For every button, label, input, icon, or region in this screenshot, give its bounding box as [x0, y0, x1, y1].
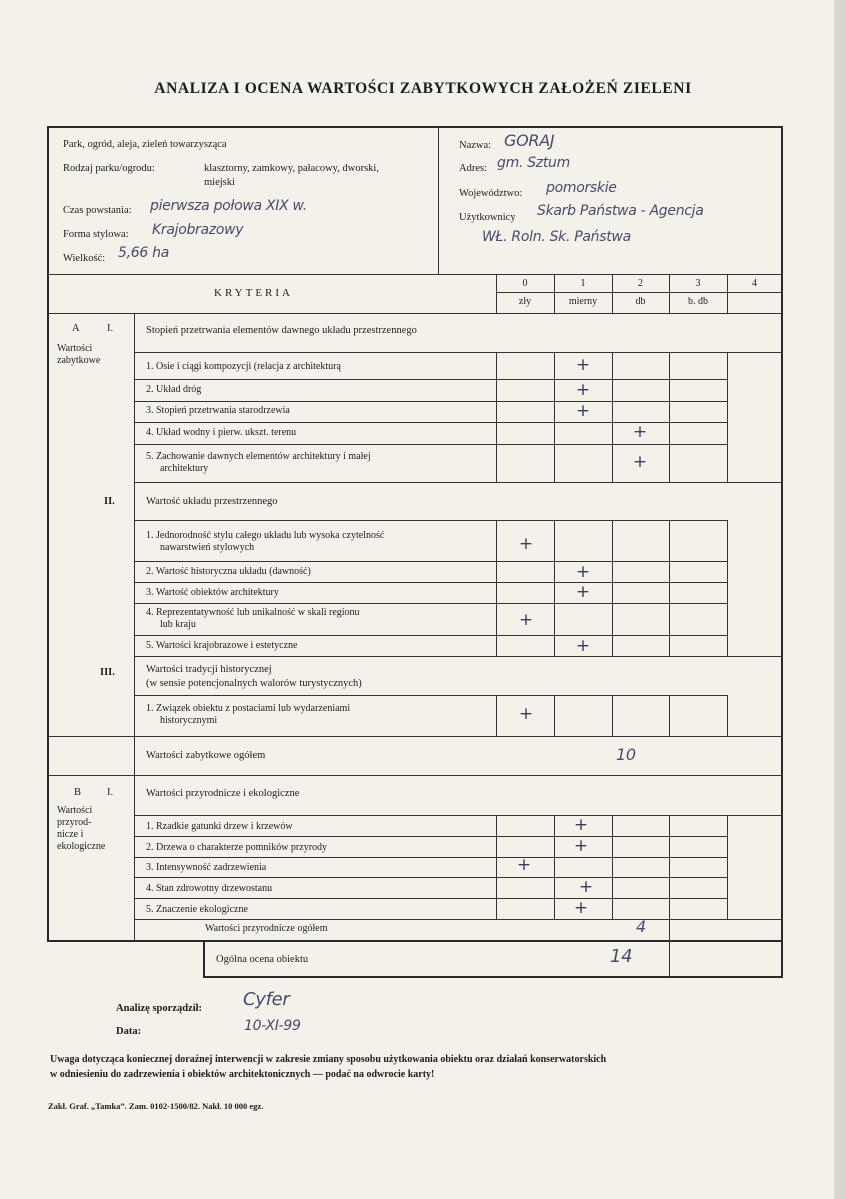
grid-h: [135, 857, 727, 858]
section-a-label: Wartości zabytkowe: [57, 343, 101, 366]
header-bottom-rule: [48, 274, 782, 275]
address-label: Adres:: [459, 163, 487, 174]
criterion-row-a2-2: 2. Wartość historyczna układu (dawność): [146, 566, 311, 577]
criteria-heading: KRYTERIA: [214, 287, 293, 299]
grid-v: [727, 695, 728, 736]
grid-h: [135, 736, 782, 737]
voivodeship-value: pomorskie: [546, 180, 617, 196]
size-label: Wielkość:: [63, 253, 106, 264]
address-value: gm. Sztum: [497, 155, 570, 171]
grid-v: [669, 520, 670, 656]
score-mark: +: [575, 380, 591, 400]
grid-v: [554, 352, 555, 482]
score-mark: +: [573, 815, 589, 835]
group-a3-title-1: Wartości tradycji historycznej: [146, 664, 272, 675]
creation-date-value: pierwsza połowa XIX w.: [150, 198, 307, 214]
section-b-label-2: przyrod-: [57, 817, 92, 828]
scale-header-rule: [496, 292, 782, 293]
score-mark: +: [516, 855, 532, 875]
criterion-row-a3-1: 1. Związek obiektu z postaciami lub wydarzeniami: [146, 703, 351, 714]
voivodeship-label: Województwo:: [459, 188, 523, 199]
style-form-value: Krajobrazowy: [152, 222, 244, 238]
criterion-row-b-2: 2. Drzewa o charakterze pomników przyrody: [146, 842, 328, 853]
scale-2-label: db: [635, 296, 646, 307]
grid-h: [135, 815, 782, 816]
score-mark: +: [518, 610, 534, 630]
criterion-row-a3-1-cont: historycznymi: [160, 715, 218, 726]
grid-h: [135, 919, 782, 920]
page-edge: [834, 0, 846, 1199]
grid-v: [496, 352, 497, 482]
criterion-row-a1-5-cont: architektury: [160, 463, 209, 474]
grid-v: [669, 815, 670, 919]
users-label: Użytkownicy: [459, 212, 516, 223]
heritage-total-value: 10: [616, 745, 636, 764]
grid-v: [496, 695, 497, 736]
print-info: Zakł. Graf. „Tamka”. Zam. 0102-1500/82. Nakł. 10 000 egz.: [48, 1101, 264, 1111]
analysis-date-label: Data:: [116, 1026, 142, 1037]
score-mark: +: [575, 401, 591, 421]
grid-h: [135, 561, 727, 562]
group-a3-title-2: (w sensie potencjonalnych walorów turystycznych): [146, 678, 362, 689]
grid-v: [554, 520, 555, 656]
grid-v: [612, 695, 613, 736]
name-value: GORAJ: [504, 131, 555, 150]
criterion-row-a1-5: 5. Zachowanie dawnych elementów architektury i małej: [146, 451, 371, 462]
criterion-row-a2-1: 1. Jednorodność stylu całego układu lub wysoka czytelność: [146, 530, 385, 541]
analysis-author-signature: Cyfer: [243, 989, 290, 1010]
criterion-row-b-1: 1. Rzadkie gatunki drzew i krzewów: [146, 821, 293, 832]
overall-divider: [669, 919, 670, 977]
nature-total-label: Wartości przyrodnicze ogółem: [205, 923, 328, 934]
grid-h: [135, 379, 727, 380]
grid-h: [135, 656, 782, 657]
section-b-roman: I.: [107, 787, 114, 798]
scale-3-label: b. db: [688, 296, 708, 307]
score-mark: +: [573, 898, 589, 918]
grid-h: [135, 444, 727, 445]
grid-v: [496, 274, 497, 313]
score-mark: +: [575, 636, 591, 656]
score-mark: +: [575, 562, 591, 582]
grid-h: [135, 877, 727, 878]
name-label: Nazwa:: [459, 140, 492, 151]
scale-2-num: 2: [638, 278, 643, 289]
criterion-row-a2-1-cont: nawarstwień stylowych: [160, 542, 255, 553]
scale-3-num: 3: [695, 278, 701, 289]
park-type-label: Park, ogród, aleja, zieleń towarzysząca: [63, 139, 227, 150]
grid-v: [554, 815, 555, 919]
analysis-author-label: Analizę sporządził:: [116, 1003, 203, 1014]
style-form-label: Forma stylowa:: [63, 229, 129, 240]
grid-v: [612, 815, 613, 919]
section-b-label-3: nicze i: [57, 829, 84, 840]
grid-v: [727, 274, 728, 313]
scale-0-num: 0: [522, 278, 528, 289]
criterion-row-a2-4-cont: lub kraju: [160, 619, 196, 630]
score-mark: +: [573, 836, 589, 856]
grid-h: [135, 695, 727, 696]
criterion-row-b-4: 4. Stan zdrowotny drzewostanu: [146, 883, 273, 894]
grid-v: [554, 695, 555, 736]
section-a-left-rule: [48, 736, 135, 737]
score-mark: +: [518, 534, 534, 554]
section-b-title: Wartości przyrodnicze i ekologiczne: [146, 788, 300, 799]
grid-v: [612, 520, 613, 656]
grid-h: [135, 898, 727, 899]
grid-v: [727, 352, 728, 482]
section-b-label-4: ekologiczne: [57, 841, 106, 852]
criterion-row-a1-3: 3. Stopień przetrwania starodrzewia: [146, 405, 290, 416]
grid-v: [669, 695, 670, 736]
grid-v: [612, 352, 613, 482]
score-mark: +: [575, 355, 591, 375]
group-a1-roman: I.: [107, 323, 114, 334]
score-mark: +: [632, 422, 648, 442]
grid-v: [496, 520, 497, 656]
grid-v: [669, 274, 670, 313]
criterion-row-b-5: 5. Znaczenie ekologiczne: [146, 904, 248, 915]
scale-1-label: mierny: [568, 296, 598, 307]
overall-value: 14: [610, 946, 633, 967]
group-a1-title: Stopień przetrwania elementów dawnego układu przestrzennego: [146, 325, 417, 336]
scale-0-label: zły: [518, 296, 532, 307]
park-kind-options-2: miejski: [204, 177, 235, 188]
creation-date-label: Czas powstania:: [63, 205, 132, 216]
section-b-label-1: Wartości: [57, 805, 93, 816]
note-line-1: Uwaga dotycząca koniecznej doraźnej interwencji w zakresie zmiany sposobu użytkowania obiektu oraz działań konserwatorskich: [50, 1054, 607, 1065]
note-line-2: w odniesieniu do zadrzewienia i obiektów architektonicznych — podać na odwrocie karty!: [50, 1069, 435, 1080]
section-a-bottom-rule: [48, 775, 782, 776]
criterion-row-a2-3: 3. Wartość obiektów architektury: [146, 587, 279, 598]
analysis-date-value: 10-XI-99: [244, 1018, 301, 1034]
nature-total-value: 4: [636, 917, 646, 936]
grid-v: [727, 520, 728, 656]
grid-h: [135, 582, 727, 583]
scale-4-num: 4: [752, 278, 757, 289]
grid-h: [135, 836, 727, 837]
group-a2-title: Wartość układu przestrzennego: [146, 496, 278, 507]
form-title: ANALIZA I OCENA WARTOŚCI ZABYTKOWYCH ZAŁOŻEŃ ZIELENI: [154, 80, 692, 97]
criterion-row-a1-4: 4. Układ wodny i pierw. ukszt. terenu: [146, 427, 297, 438]
grid-h: [135, 635, 727, 636]
left-column-divider: [134, 313, 135, 941]
park-kind-options: klasztorny, zamkowy, pałacowy, dworski,: [204, 163, 379, 174]
score-mark: +: [575, 582, 591, 602]
criterion-row-a2-5: 5. Wartości krajobrazowe i estetyczne: [146, 640, 298, 651]
grid-v: [554, 274, 555, 313]
header-divider: [438, 127, 439, 274]
grid-v: [496, 815, 497, 919]
users-value-2: WŁ. Roln. Sk. Państwa: [482, 229, 631, 245]
grid-h: [135, 401, 727, 402]
grid-v: [669, 352, 670, 482]
grid-h: [135, 482, 782, 483]
scale-1-num: 1: [580, 278, 586, 289]
heritage-total-label: Wartości zabytkowe ogółem: [146, 750, 266, 761]
users-value-1: Skarb Państwa - Agencja: [537, 203, 704, 219]
overall-label: Ogólna ocena obiektu: [216, 954, 309, 965]
criterion-row-a2-4: 4. Reprezentatywność lub unikalność w skali regionu: [146, 607, 360, 618]
grid-v: [727, 815, 728, 919]
grid-v: [612, 274, 613, 313]
grid-h: [135, 352, 782, 353]
section-b-letter: B: [74, 787, 82, 798]
section-a-letter: A: [72, 323, 80, 334]
grid-h: [135, 603, 727, 604]
criterion-row-a1-2: 2. Układ dróg: [146, 384, 202, 395]
criteria-bottom-rule: [48, 313, 782, 314]
criterion-row-b-3: 3. Intensywność zadrzewienia: [146, 862, 267, 873]
score-mark: +: [518, 704, 534, 724]
size-value: 5,66 ha: [118, 245, 169, 261]
group-a2-roman: II.: [104, 496, 115, 507]
group-a3-roman: III.: [100, 667, 115, 678]
score-mark: +: [632, 452, 648, 472]
criterion-row-a1-1: 1. Osie i ciągi kompozycji (relacja z architekturą: [146, 361, 341, 372]
grid-h: [135, 520, 727, 521]
score-mark: +: [578, 877, 594, 897]
park-kind-label: Rodzaj parku/ogrodu:: [63, 163, 155, 174]
